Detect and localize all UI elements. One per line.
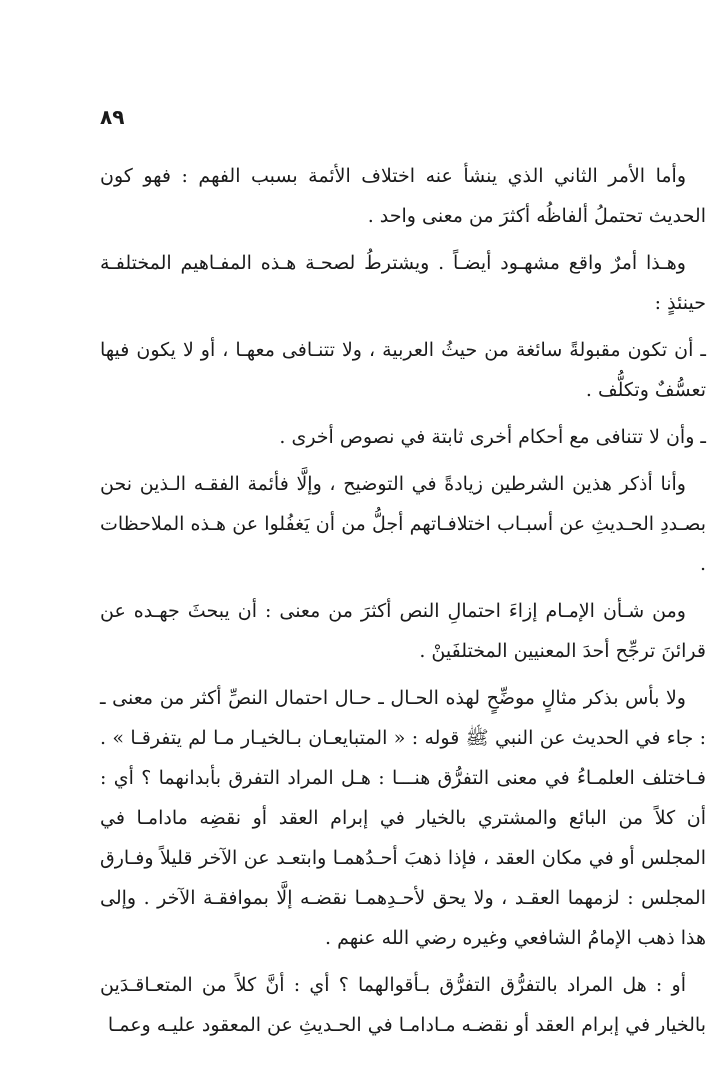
paragraph: ولا بأس بذكر مثالٍ موضِّحٍ لهذه الحـال ـ حـال احتمال النصِّ أكثر من معنى ـ : جاء في الحديث عن النبي ﷺ قوله : « المتبايعـان بـالخيـار مـا لم يتفرقـا » . فـاختلف العلمـاءُ في معنى التفرُّق هنـــا : هـل المراد التفرق بأبدانهما ؟ أي : أن كلاً من البائع والمشتري بالخيار في إبرام العقد أو نقضِه مادامـا في المجلس أو في مكان العقد ، فإذا ذهبَ أحـدُهمـا وابتعـد عن الآخر قليلاً وفـارق المجلس : لزمهما العقـد ، ولا يحق لأحـدِهمـا نقضـه إلَّا بموافقـة الآخر . وإلى هذا ذهب الإمامُ الشافعي وغيره رضي الله عنهم . [100,687,706,949]
bullet-paragraph: ـ وأن لا تتنافى مع أحكام أخرى ثابتة في نصوص أخرى . [279,426,706,448]
paragraph: ومن شـأن الإمـام إزاءَ احتمالِ النص أكثرَ من معنى : أن يبحثَ جهـده عن قرائنَ ترجِّح أحدَ المعنيين المختلفَينْ . [100,600,706,662]
bullet-paragraph: ـ أن تكون مقبولةً سائغة من حيثُ العربية ، ولا تتنـافى معهـا ، أو لا يكون فيها تعسُّفٌ وتكلُّف . [100,339,706,401]
paragraph: وأما الأمر الثاني الذي ينشأ عنه اختلاف الأئمة بسبب الفهم : فهو كون الحديث تحتملُ ألفاظُه أكثرَ من معنى واحد . [100,165,706,227]
body-text [100,156,706,1045]
paragraph: وهـذا أمرٌ واقع مشهـود أيضـاً . ويشترطُ لصحـة هـذه المفـاهيم المختلفـة حينئذٍ : [100,252,706,314]
paragraph: وأنا أذكر هذين الشرطين زيادةً في التوضيح ، وإلَّا فأئمة الفقـه الـذين نحن بصـددِ الحـديثِ عن أسبـاب اختلافـاتهم أجلُّ من أن يَغفُلوا عن هـذه الملاحظات . [100,473,706,575]
page-number: ٨٩ [100,105,125,129]
paragraph: أو : هل المراد بالتفرُّق التفرُّق بـأقوالهما ؟ أي : أنَّ كلاً من المتعـاقـدَين بالخيار في إبرام العقد أو نقضـه مـادامـا في الحـديثِ عن المعقود عليـه وعمـا [100,974,706,1036]
